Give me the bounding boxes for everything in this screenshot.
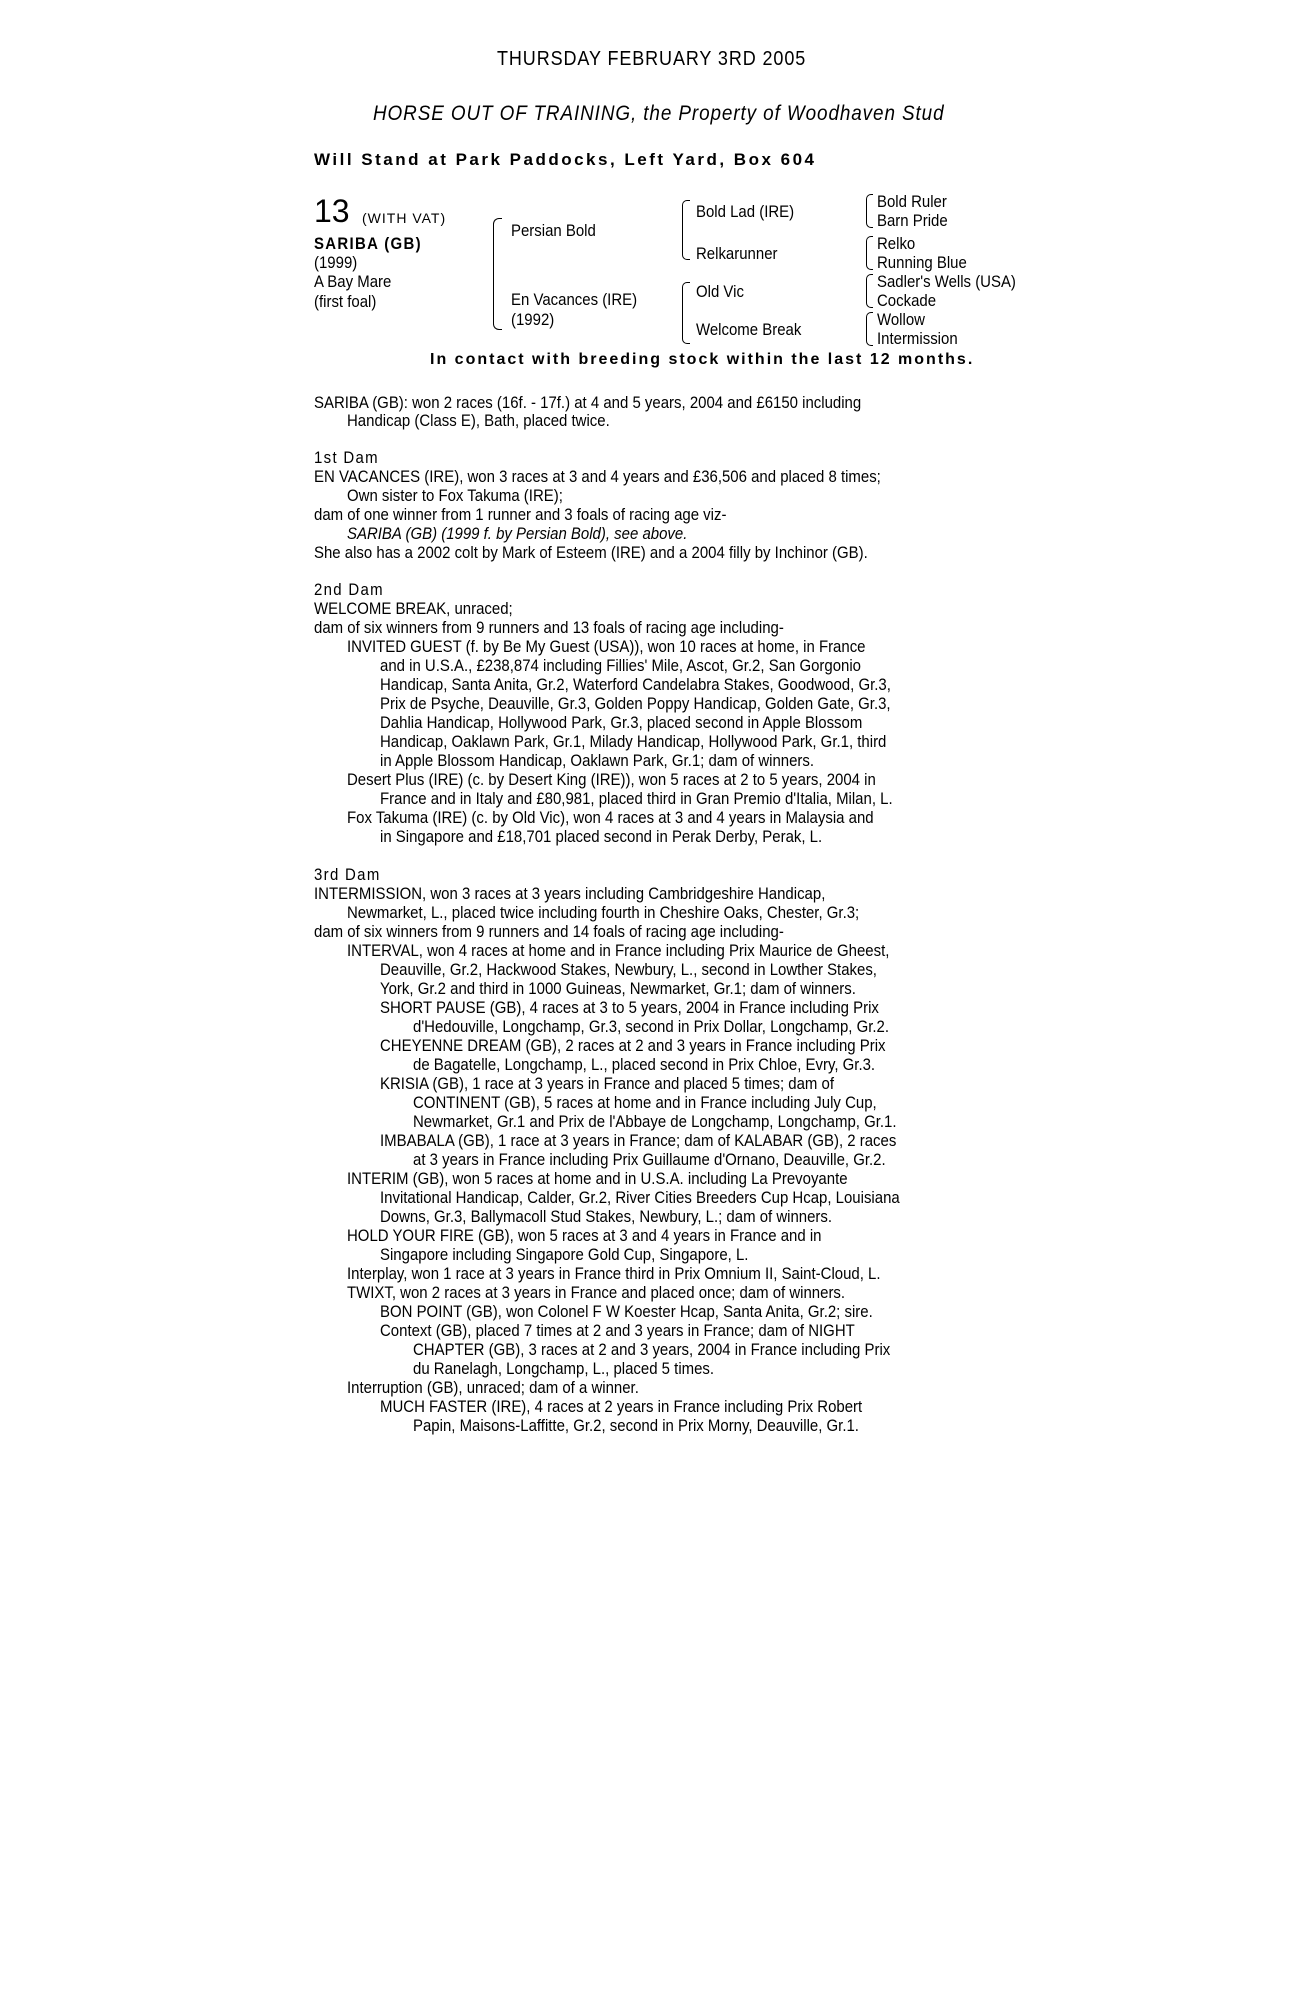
body-line: MUCH FASTER (IRE), 4 races at 2 years in France including Prix Robert (380, 1397, 863, 1416)
ss-brace (866, 194, 873, 228)
body-line: CHEYENNE DREAM (GB), 2 races at 2 and 3 years in France including Prix (380, 1036, 886, 1055)
body-line: INTERIM (GB), won 5 races at home and in U.S.A. including La Prevoyante (347, 1169, 848, 1188)
body-line: SARIBA (GB) (1999 f. by Persian Bold), see above. (347, 524, 688, 543)
pedigree-ddd: Intermission (877, 329, 958, 348)
body-line: Invitational Handicap, Calder, Gr.2, River Cities Breeders Cup Hcap, Louisiana (380, 1188, 900, 1207)
pedigree-dam-year: (1992) (511, 310, 555, 329)
body-line: IMBABALA (GB), 1 race at 3 years in France; dam of KALABAR (GB), 2 races (380, 1131, 897, 1150)
body-line: CHAPTER (GB), 3 races at 2 and 3 years, 2004 in France including Prix (413, 1340, 891, 1359)
sale-date: THURSDAY FEBRUARY 3RD 2005 (497, 48, 807, 70)
body-line: de Bagatelle, Longchamp, L., placed second in Prix Chloe, Evry, Gr.3. (413, 1055, 876, 1074)
body-line: and in U.S.A., £238,874 including Fillies' Mile, Ascot, Gr.2, San Gorgonio (380, 656, 862, 675)
sale-subtitle: HORSE OUT OF TRAINING, the Property of Woodhaven Stud (373, 102, 945, 125)
pedigree-dam: En Vacances (IRE) (511, 290, 638, 309)
pedigree-ssd: Barn Pride (877, 211, 948, 230)
horse-note: (first foal) (314, 292, 377, 311)
pedigree-sdd: Running Blue (877, 253, 967, 272)
body-line: Downs, Gr.3, Ballymacoll Stud Stakes, Newbury, L.; dam of winners. (380, 1207, 833, 1226)
body-line: Fox Takuma (IRE) (c. by Old Vic), won 4 races at 3 and 4 years in Malaysia and (347, 808, 874, 827)
body-line: York, Gr.2 and third in 1000 Guineas, Newmarket, Gr.1; dam of winners. (380, 979, 856, 998)
body-line: She also has a 2002 colt by Mark of Esteem (IRE) and a 2004 filly by Inchinor (GB). (314, 543, 868, 562)
pedigree-ds: Old Vic (696, 282, 744, 301)
pedigree-dd: Welcome Break (696, 320, 802, 339)
body-line: Handicap, Oaklawn Park, Gr.1, Milady Handicap, Hollywood Park, Gr.1, third (380, 732, 887, 751)
lot-vat: (WITH VAT) (362, 210, 447, 226)
body-line: TWIXT, won 2 races at 3 years in France and placed once; dam of winners. (347, 1283, 846, 1302)
body-line: SARIBA (GB): won 2 races (16f. - 17f.) at 4 and 5 years, 2004 and £6150 including (314, 393, 862, 412)
pedigree-ss: Bold Lad (IRE) (696, 202, 795, 221)
body-line: Dahlia Handicap, Hollywood Park, Gr.3, placed second in Apple Blossom (380, 713, 863, 732)
body-line: Desert Plus (IRE) (c. by Desert King (IRE)), won 5 races at 2 to 5 years, 2004 in (347, 770, 876, 789)
pedigree-sire: Persian Bold (511, 221, 596, 240)
section-heading: 1st Dam (314, 448, 379, 467)
horse-desc: A Bay Mare (314, 272, 392, 291)
body-line: Own sister to Fox Takuma (IRE); (347, 486, 563, 505)
pedigree-brace (493, 218, 502, 330)
body-line: Newmarket, Gr.1 and Prix de l'Abbaye de Longchamp, Longchamp, Gr.1. (413, 1112, 897, 1131)
lot-number: 13 (314, 193, 350, 229)
body-line: dam of six winners from 9 runners and 13 foals of racing age including- (314, 618, 784, 637)
section-heading: 3rd Dam (314, 865, 381, 884)
body-line: France and in Italy and £80,981, placed third in Gran Premio d'Italia, Milan, L. (380, 789, 893, 808)
body-line: Deauville, Gr.2, Hackwood Stakes, Newbury, L., second in Lowther Stakes, (380, 960, 877, 979)
body-line: BON POINT (GB), won Colonel F W Koester Hcap, Santa Anita, Gr.2; sire. (380, 1302, 873, 1321)
section-heading: 2nd Dam (314, 580, 384, 599)
body-line: du Ranelagh, Longchamp, L., placed 5 times. (413, 1359, 715, 1378)
body-line: at 3 years in France including Prix Guillaume d'Ornano, Deauville, Gr.2. (413, 1150, 886, 1169)
body-line: INTERVAL, won 4 races at home and in France including Prix Maurice de Gheest, (347, 941, 890, 960)
sd-brace (866, 236, 873, 270)
body-line: dam of one winner from 1 runner and 3 foals of racing age viz- (314, 505, 727, 524)
pedigree-sds: Relko (877, 234, 916, 253)
body-line: INTERMISSION, won 3 races at 3 years including Cambridgeshire Handicap, (314, 884, 826, 903)
body-line: Newmarket, L., placed twice including fourth in Cheshire Oaks, Chester, Gr.3; (347, 903, 860, 922)
body-line: Interruption (GB), unraced; dam of a winner. (347, 1378, 639, 1397)
body-line: Prix de Psyche, Deauville, Gr.3, Golden Poppy Handicap, Golden Gate, Gr.3, (380, 694, 891, 713)
stand-location: Will Stand at Park Paddocks, Left Yard, Box 604 (314, 150, 817, 169)
horse-name: SARIBA (GB) (314, 234, 422, 253)
body-line: Context (GB), placed 7 times at 2 and 3 years in France; dam of NIGHT (380, 1321, 855, 1340)
dam-brace (682, 282, 690, 344)
pedigree-dsd: Cockade (877, 291, 937, 310)
body-line: Interplay, won 1 race at 3 years in France third in Prix Omnium II, Saint-Cloud, L. (347, 1264, 881, 1283)
sire-brace (682, 200, 690, 260)
body-line: Papin, Maisons-Laffitte, Gr.2, second in Prix Morny, Deauville, Gr.1. (413, 1416, 859, 1435)
ds-brace (866, 274, 873, 308)
body-line: Handicap (Class E), Bath, placed twice. (347, 411, 610, 430)
dd-brace (866, 312, 873, 346)
body-line: Handicap, Santa Anita, Gr.2, Waterford Candelabra Stakes, Goodwood, Gr.3, (380, 675, 891, 694)
body-line: in Singapore and £18,701 placed second in Perak Derby, Perak, L. (380, 827, 823, 846)
body-line: Singapore including Singapore Gold Cup, Singapore, L. (380, 1245, 749, 1264)
pedigree-dds: Wollow (877, 310, 925, 329)
pedigree-sd: Relkarunner (696, 244, 778, 263)
horse-year: (1999) (314, 253, 358, 272)
body-line: dam of six winners from 9 runners and 14 foals of racing age including- (314, 922, 784, 941)
body-line: in Apple Blossom Handicap, Oaklawn Park, Gr.1; dam of winners. (380, 751, 815, 770)
pedigree-dss: Sadler's Wells (USA) (877, 272, 1016, 291)
body-line: CONTINENT (GB), 5 races at home and in France including July Cup, (413, 1093, 877, 1112)
body-line: INVITED GUEST (f. by Be My Guest (USA)), won 10 races at home, in France (347, 637, 866, 656)
body-line: SHORT PAUSE (GB), 4 races at 3 to 5 years, 2004 in France including Prix (380, 998, 879, 1017)
body-line: WELCOME BREAK, unraced; (314, 599, 513, 618)
contact-note: In contact with breeding stock within the last 12 months. (430, 351, 975, 368)
pedigree-sss: Bold Ruler (877, 192, 947, 211)
body-line: EN VACANCES (IRE), won 3 races at 3 and 4 years and £36,506 and placed 8 times; (314, 467, 881, 486)
body-line: d'Hedouville, Longchamp, Gr.3, second in Prix Dollar, Longchamp, Gr.2. (413, 1017, 890, 1036)
body-line: HOLD YOUR FIRE (GB), won 5 races at 3 and 4 years in France and in (347, 1226, 822, 1245)
body-line: KRISIA (GB), 1 race at 3 years in France and placed 5 times; dam of (380, 1074, 834, 1093)
